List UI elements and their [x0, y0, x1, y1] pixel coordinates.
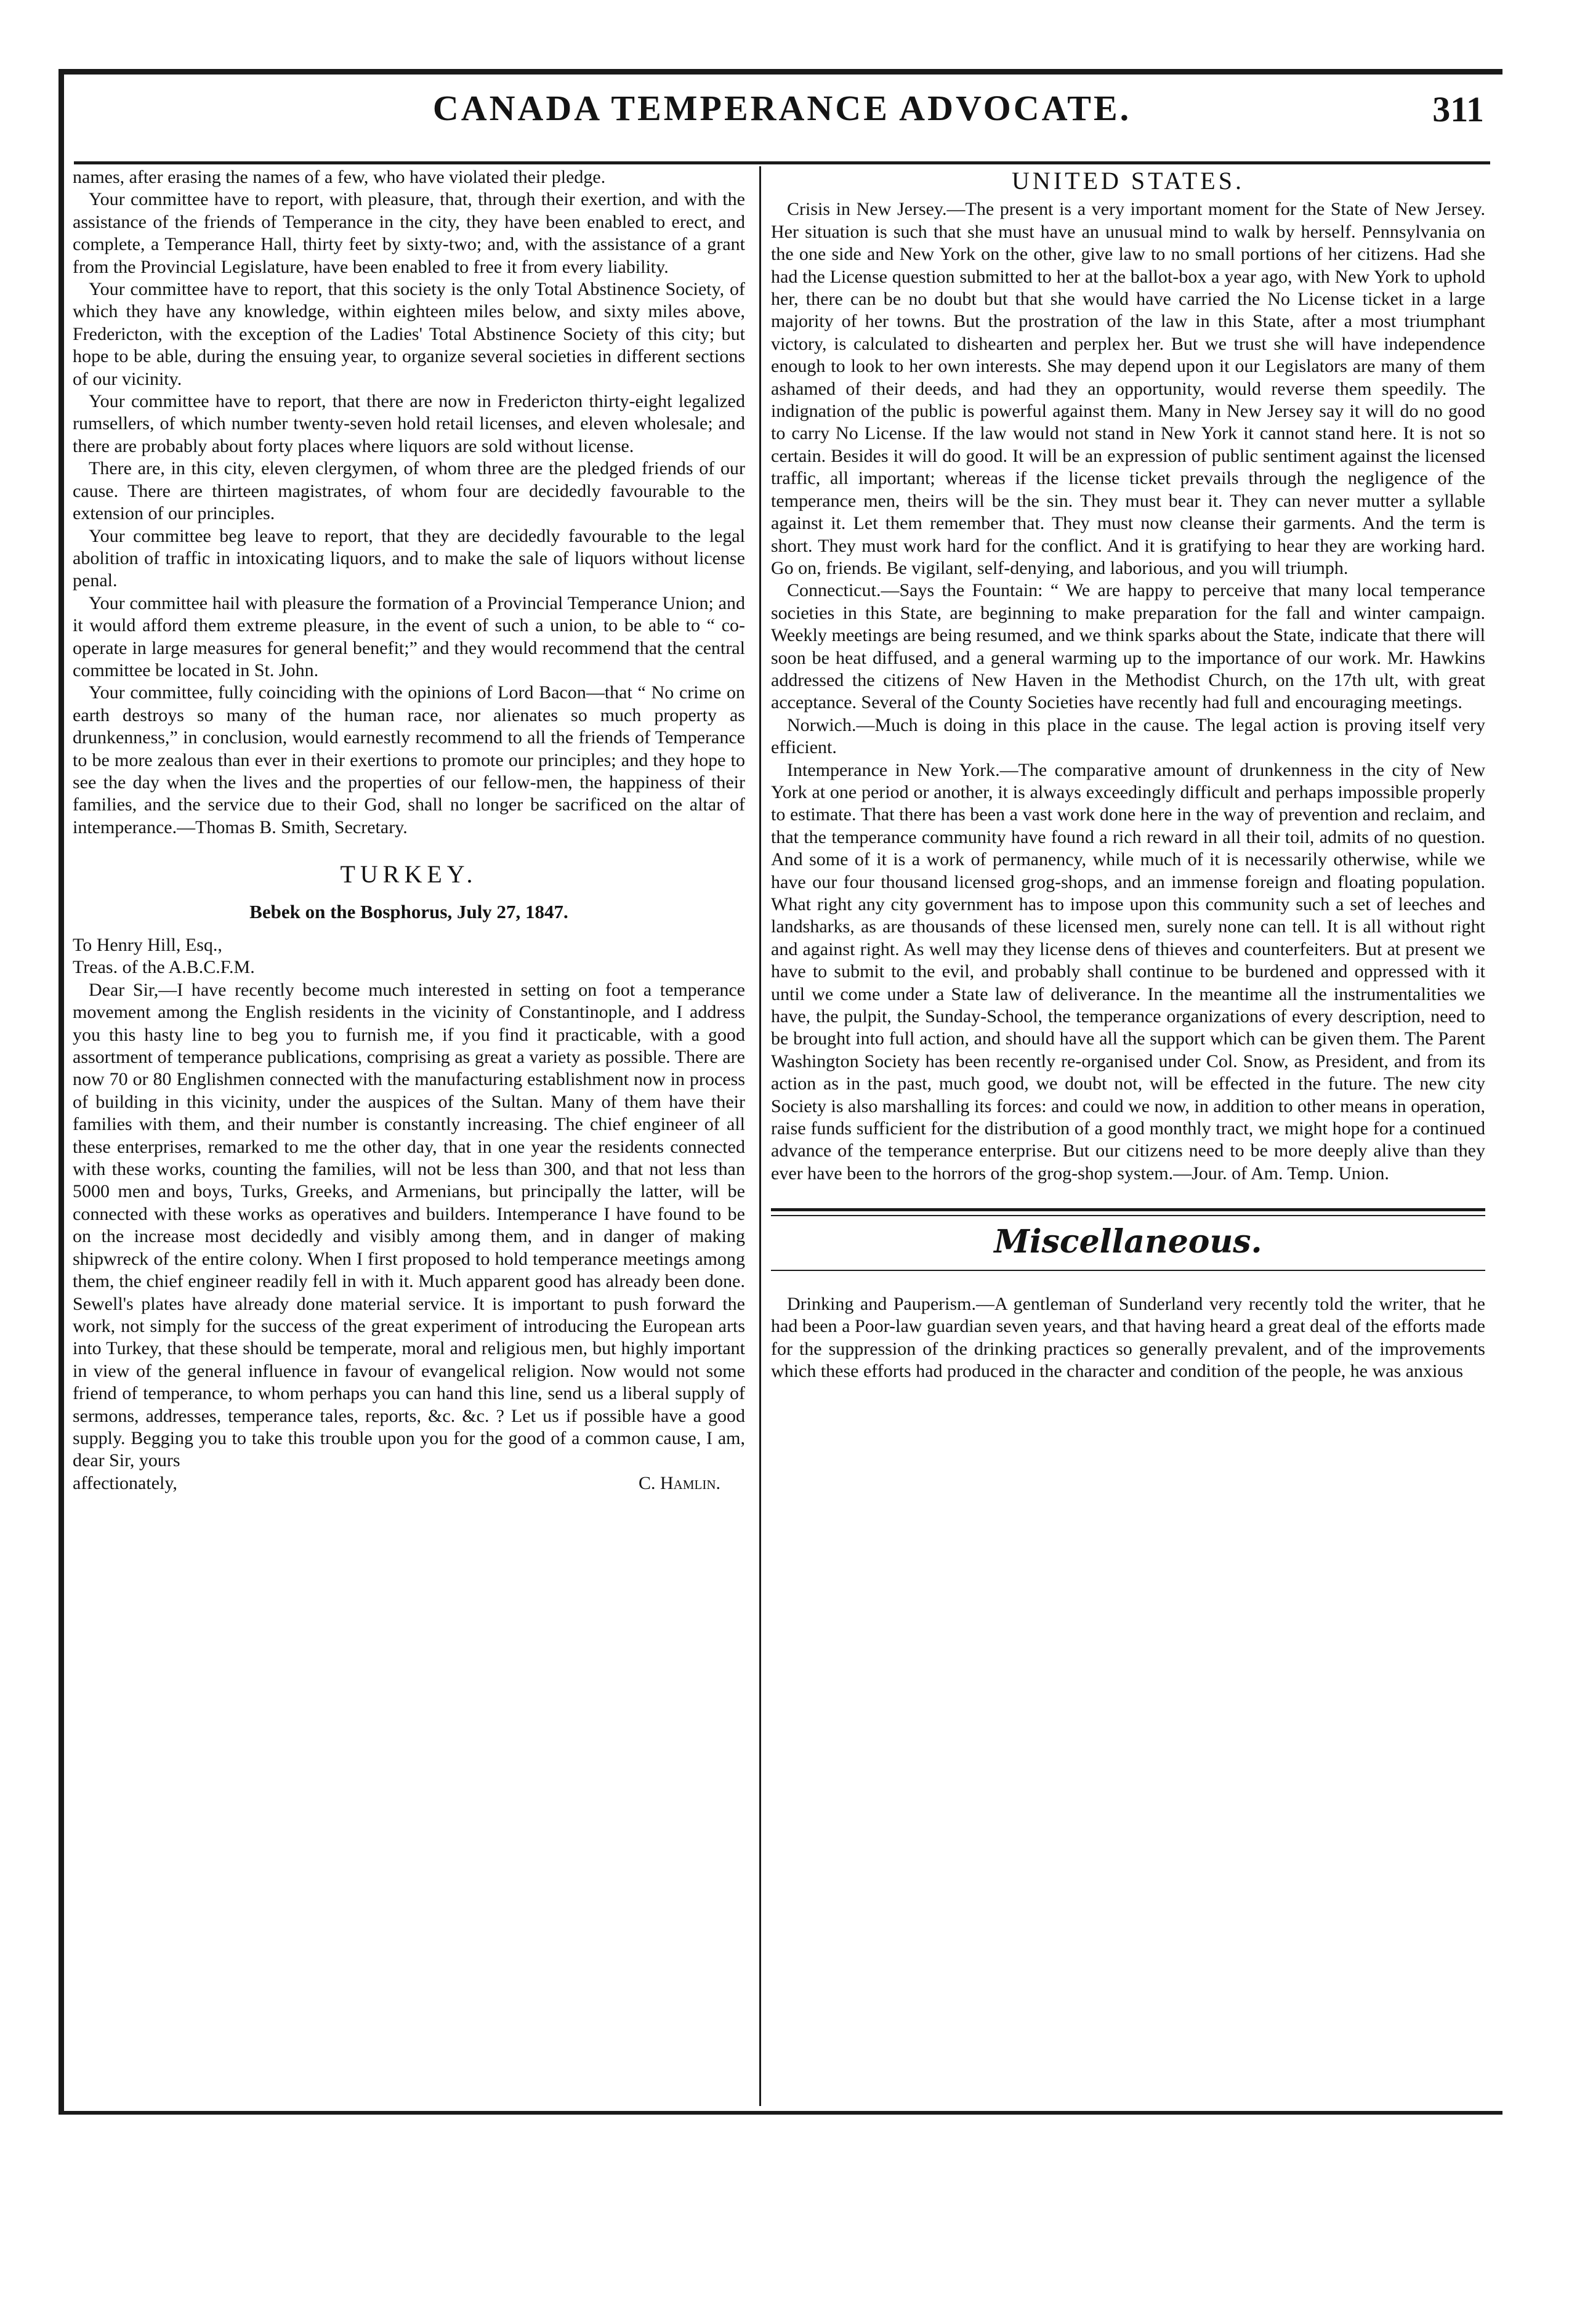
article-paragraph: Drinking and Pauperism.—A gentleman of Sunderland very recently told the writer, that he had been a Poor-law guardian seven years, and that having heard a great deal of the efforts made for the suppression of the drinking practices so generally prevalent, and of the improvements which these efforts had produced in the character and condition of the people, he was anxious	[771, 1293, 1485, 1381]
article-paragraph: Your committee have to report, that there are now in Fredericton thirty-eight legalized rumsellers, of which number twenty-seven hold retail licenses, and eleven wholesale; and there are probably about forty places where liquors are sold without license.	[73, 391, 745, 456]
letter-address-title: Treas. of the A.B.C.F.M.	[73, 957, 255, 978]
right-column	[771, 166, 1485, 2106]
letter-address: To Henry Hill, Esq.,	[73, 935, 222, 955]
article-paragraph: Norwich.—Much is doing in this place in the cause. The legal action is proving itself very efficient.	[771, 714, 1485, 758]
article-paragraph: There are, in this city, eleven clergymen, of whom three are the pledged friends of our cause. There are thirteen magistrates, of whom four are decidedly favourable to the extension of our principles.	[73, 458, 745, 524]
section-separator-rule	[771, 1208, 1485, 1216]
article-paragraph: names, after erasing the names of a few, who have violated their pledge.	[73, 167, 606, 187]
article-paragraph: Your committee have to report, that this society is the only Total Abstinence Society, of which they have any knowledge, within eighteen miles below, and sixty miles above, Fredericton, with the exception of the Ladies' Total Abstinence Society of this city; but hope to be able, during the ensuing year, to organize several societies in different sections of our vicinity.	[73, 279, 745, 389]
header-rule	[74, 161, 1490, 164]
article-paragraph: Your committee hail with pleasure the formation of a Provincial Temperance Union; and it would afford them extreme pleasure, in the event of such a union, to be able to “ co-operate in large measures for general benefit;” and they would recommend that the central committee be located in St. John.	[73, 592, 745, 680]
article-paragraph: Connecticut.—Says the Fountain: “ We are happy to perceive that many local temperance societies in this State, are beginning to make preparation for the fall and winter campaign. Weekly meetings are being resumed, and we think sparks about the State, indicate that there will soon be heat diffused, and a general warming up to the importance of our work. Mr. Hawkins addressed the citizens of New Haven in the Methodist Church, on the 17th ult, with great acceptance. Several of the County Societies have recently had full and encouraging meetings.	[771, 580, 1485, 713]
section-rule	[771, 1270, 1485, 1271]
article-paragraph: Intemperance in New York.—The comparative amount of drunkenness in the city of New York at one period or another, it is always exceedingly difficult and perhaps impossible properly to estimate. That there has been a vast work done here in the way of prevention and reclaim, and that the temperance community have found a rich reward in all their toil, admits of no question. And some of it is a work of permanency, while much of it is necessarily otherwise, while we have our four thousand licensed grog-shops, and an immense foreign and floating population. What right any city government has to impose upon this community such a set of leeches and landsharks, as are thousands of these licensed men, surely none can tell. It is all without right and against right. As well may they license dens of thieves and counterfeiters. But at present we have to submit to the evil, and probably shall continue to be burdened and oppressed with it until we come under a State law of deliverance. In the meantime all the instrumentalities we have, the pulpit, the Sunday-School, the temperance organizations of every description, need to be brought into full action, and should have all the support which can be given them. The Parent Washington Society has been recently re-organised under Col. Snow, as President, and from its action as in the past, much good, we doubt not, will be effected in the future. The new city Society is also marshalling its forces: and could we now, in addition to other means in operation, raise funds sufficient for the distribution of a good monthly tract, we might hope for a continued advance of the temperance enterprise. But our citizens need to be more deeply alive than they ever have been to the horrors of the grog-shop system.—Jour. of Am. Temp. Union.	[771, 759, 1485, 1184]
section-heading-united-states: UNITED STATES.	[1012, 167, 1244, 195]
page-number: 311	[1432, 89, 1484, 129]
left-column	[73, 166, 745, 2106]
bottom-border-rule	[58, 2111, 1502, 2115]
running-title: CANADA TEMPERANCE ADVOCATE.	[432, 88, 1132, 128]
letter-signature: C. Hamlin.	[639, 1472, 720, 1493]
letter-signoff	[73, 1472, 745, 1495]
section-heading-turkey: TURKEY.	[340, 860, 478, 889]
letter-body: Dear Sir,—I have recently become much interested in setting on foot a temperance movement among the English residents in the vicinity of Constantinople, and I address you this hasty line to beg you to furnish me, if you find it practicable, with a good assortment of temperance publications, comprising as great a variety as possible. There are now 70 or 80 Englishmen connected with the manufacturing establishment now in process of building in this vicinity, under the auspices of the Sultan. Many of them have their families with them, and their number is constantly increasing. The chief engineer of all these enterprises, remarked to me the other day, that in one year the residents connected with these works, counting the families, will not be less than 300, and that not less than 5000 men and boys, Turks, Greeks, and Armenians, but principally the latter, will be connected with these works as operatives and builders. Intemperance I have found to be on the increase most decidedly and visibly among them, and in danger of making shipwreck of the entire colony. When I first proposed to hold temperance meetings among them, the chief engineer readily fell in with it. Much apparent good has already been done. Sewell's plates have already done material service. It is important to push forward the work, not simply for the success of the great experiment of introducing the European arts into Turkey, that these should be temperate, moral and religious men, but highly important in view of the general influence in favour of evangelical religion. Now would not some friend of temperance, to whom perhaps you can hand this line, send us a liberal supply of sermons, addresses, temperance tales, reports, &c. &c. ? Let us if possible have a good supply. Begging you to take this trouble upon you for the good of a common cause, I am, dear Sir, yours	[73, 979, 745, 1471]
article-paragraph: Your committee have to report, with pleasure, that, through their exertion, and with the assistance of the friends of Temperance in the city, they have been enabled to erect, and complete, a Temperance Hall, thirty feet by sixty-two; and, with the assistance of a grant from the Provincial Legislature, have been enabled to free it from every liability.	[73, 189, 745, 277]
letter-closing: affectionately,	[73, 1472, 177, 1493]
article-paragraph: Your committee, fully coinciding with the opinions of Lord Bacon—that “ No crime on earth destroys so many of the human race, nor alienates so much property as drunkenness,” in conclusion, would earnestly recommend to all the friends of Temperance to be more zealous than ever in their exertions to promote our principles; and they hope to see the day when the lives and the properties of our fellow-men, the happiness of their families, and the service due to their God, shall no longer be sacrificed on the altar of intemperance.—Thomas B. Smith, Secretary.	[73, 682, 745, 837]
article-paragraph: Your committee beg leave to report, that they are decidedly favourable to the legal abolition of traffic in intoxicating liquors, and to make the sale of liquors without license penal.	[73, 525, 745, 591]
column-divider	[759, 166, 761, 2106]
top-border-rule	[58, 69, 1502, 75]
left-border-rule	[58, 69, 64, 2113]
article-paragraph: Crisis in New Jersey.—The present is a very important moment for the State of New Jersey. Her situation is such that she must have an unusual mind to walk by herself. Pennsylvania on the one side and New York on the other, give law to no small portions of her citizens. Had she had the License question submitted to her at the ballot-box a year ago, with New York to uphold her, there can be no doubt but that she would have carried the No License ticket in a large majority of her towns. But the prostration of the law in this State, after a most triumphant victory, is calculated to dishearten and perplex her. But we trust she will have independence enough to look to her own interests. She may depend upon it our Legislators are many of them ashamed of their deeds, and had they an opportunity, would reverse them speedily. The indignation of the public is powerful against them. Many in New Jersey say it will do no good to carry No License. If the law would not stand in New York it cannot stand here. It is not so certain. Besides it will do good. It will be an expression of public sentiment against the licensed traffic, all important; whereas if the license ticket prevails through the negligence of the temperance men, theirs will be the sin. They must bear it. They can never mutter a syllable against it. Let them remember that. They must now cleanse their garments. And the term is short. They must work hard for the conflict. And it is gratifying to hear they are working hard. Go on, friends. Be vigilant, self-denying, and laborious, and you will triumph.	[771, 199, 1485, 578]
section-heading-miscellaneous: Miscellaneous.	[994, 1223, 1262, 1261]
page-header	[74, 81, 1490, 155]
letter-dateline: Bebek on the Bosphorus, July 27, 1847.	[249, 900, 568, 922]
